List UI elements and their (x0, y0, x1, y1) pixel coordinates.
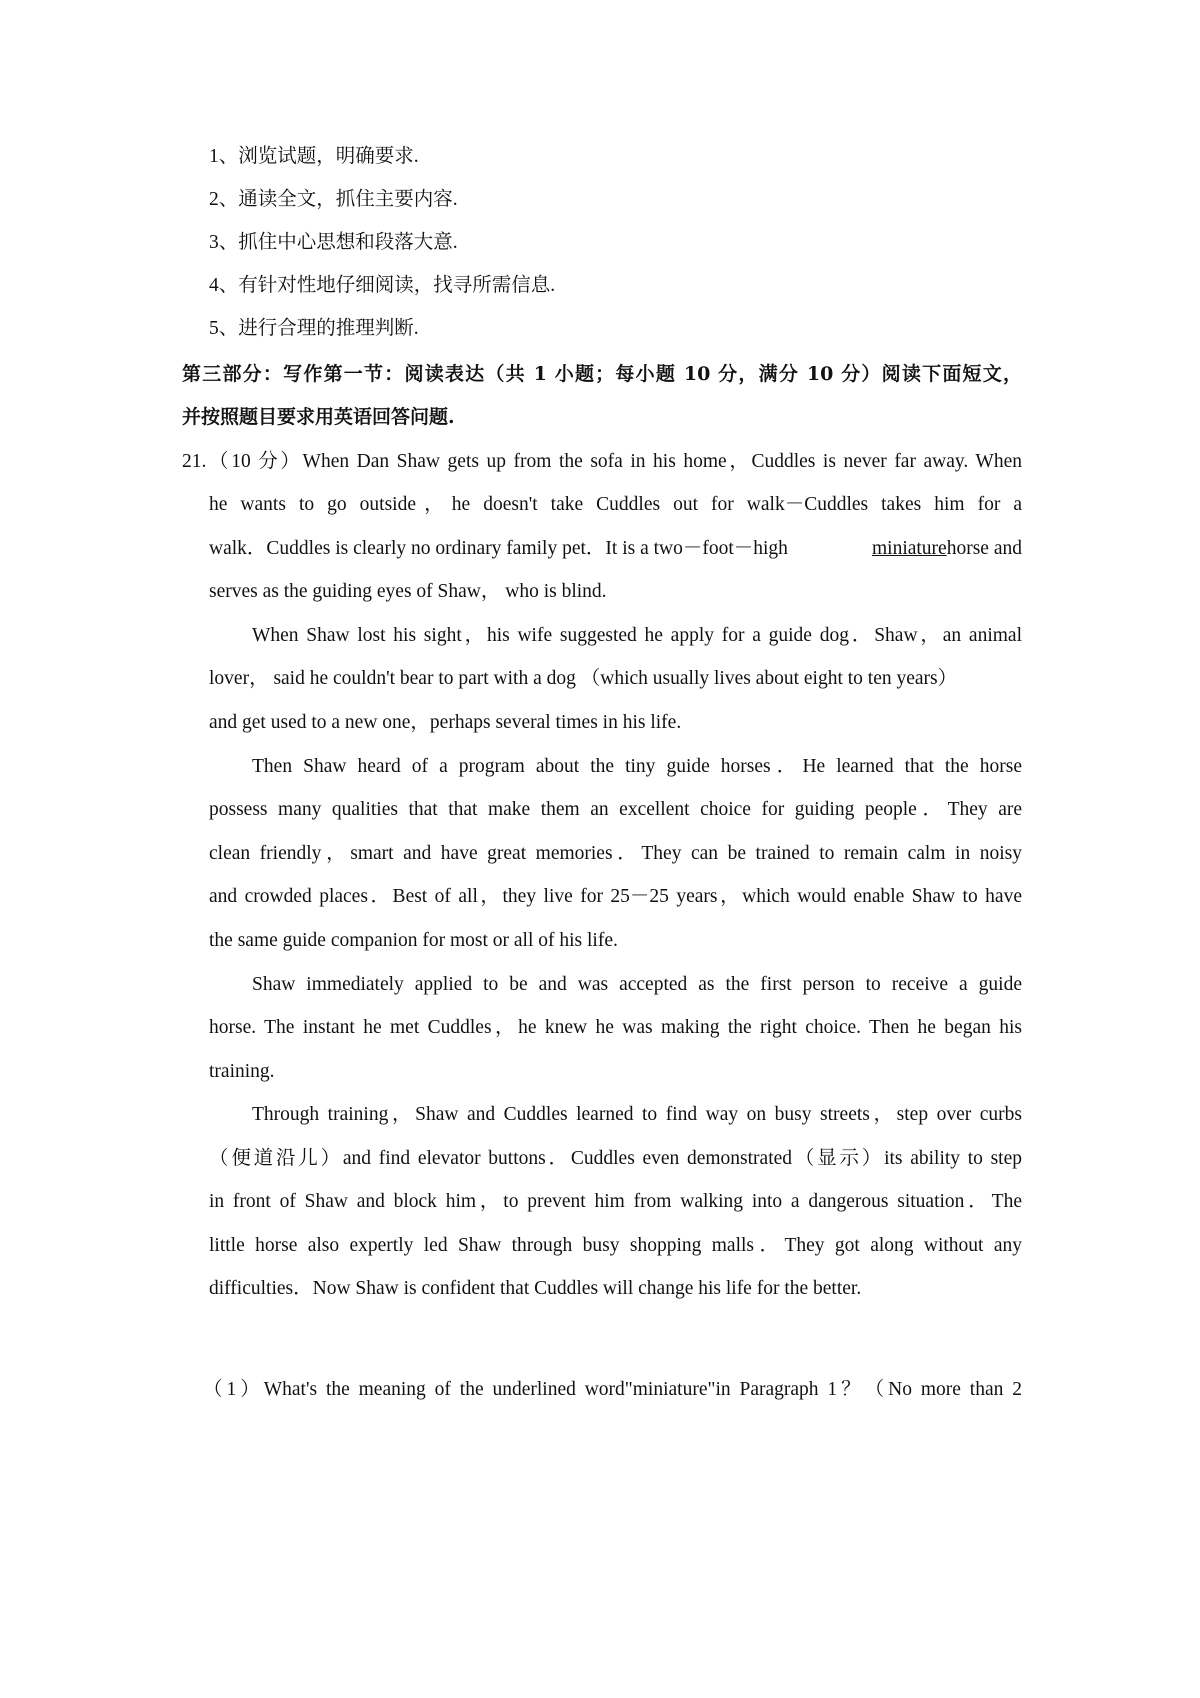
passage-line: and get used to a new one，perhaps several times in his life. (209, 712, 682, 733)
sub-question-1: （1）What's the meaning of the underlined word"miniature"in Paragraph 1？（No more than 2 (203, 1379, 1022, 1400)
step-item: 5、进行合理的推理判断. (209, 318, 419, 339)
passage-line: clean friendly，smart and have great memories．They can be trained to remain calm in noisy (209, 843, 1022, 864)
passage-text: walk．Cuddles is clearly no ordinary family pet．It is a two－foot－high (209, 538, 793, 559)
passage-text: horse and (946, 538, 1022, 559)
step-item: 1、浏览试题，明确要求. (209, 146, 419, 167)
section-heading-line: 并按照题目要求用英语回答问题. (182, 406, 455, 428)
underlined-word: miniature (871, 538, 947, 559)
passage-line: Then Shaw heard of a program about the tiny guide horses．He learned that the horse (252, 756, 1022, 777)
passage-line: difficulties．Now Shaw is confident that Cuddles will change his life for the better. (209, 1278, 862, 1299)
passage-line: he wants to go outside，he doesn't take Cuddles out for walk－Cuddles takes him for a (209, 494, 1022, 515)
section-heading-line: 第三部分：写作第一节：阅读表达（共 1 小题；每小题 10 分，满分 10 分）阅读下面短文， (182, 363, 1022, 385)
step-item: 3、抓住中心思想和段落大意. (209, 232, 458, 253)
passage-line: lover， said he couldn't bear to part with a dog （which usually lives about eight to ten years） (209, 668, 958, 689)
passage-line: When Shaw lost his sight，his wife suggested he apply for a guide dog．Shaw，an animal (252, 625, 1022, 646)
passage-line (209, 536, 1022, 562)
passage-line: and crowded places．Best of all，they live for 25－25 years，which would enable Shaw to have (209, 886, 1022, 907)
passage-line: training. (209, 1061, 275, 1082)
passage-line: in front of Shaw and block him，to prevent him from walking into a dangerous situation．The (209, 1191, 1022, 1212)
passage-line: Shaw immediately applied to be and was accepted as the first person to receive a guide (252, 974, 1022, 995)
passage-line: the same guide companion for most or all of his life. (209, 930, 618, 951)
passage-line: serves as the guiding eyes of Shaw， who is blind. (209, 581, 607, 602)
step-item: 2、通读全文，抓住主要内容. (209, 189, 458, 210)
passage-line: horse. The instant he met Cuddles，he knew he was making the right choice. Then he began his (209, 1017, 1022, 1038)
step-item: 4、有针对性地仔细阅读，找寻所需信息. (209, 275, 556, 296)
passage-line: （便道沿儿）and find elevator buttons．Cuddles even demonstrated（显示）its ability to step (209, 1148, 1022, 1169)
passage-line: little horse also expertly led Shaw through busy shopping malls．They got along without any (209, 1235, 1022, 1256)
passage-line: possess many qualities that that make them an excellent choice for guiding people．They are (209, 799, 1022, 820)
passage-line: Through training，Shaw and Cuddles learned to find way on busy streets，step over curbs (252, 1104, 1022, 1125)
question-21-line: 21.（10 分）When Dan Shaw gets up from the sofa in his home，Cuddles is never far away. When (182, 451, 1022, 472)
